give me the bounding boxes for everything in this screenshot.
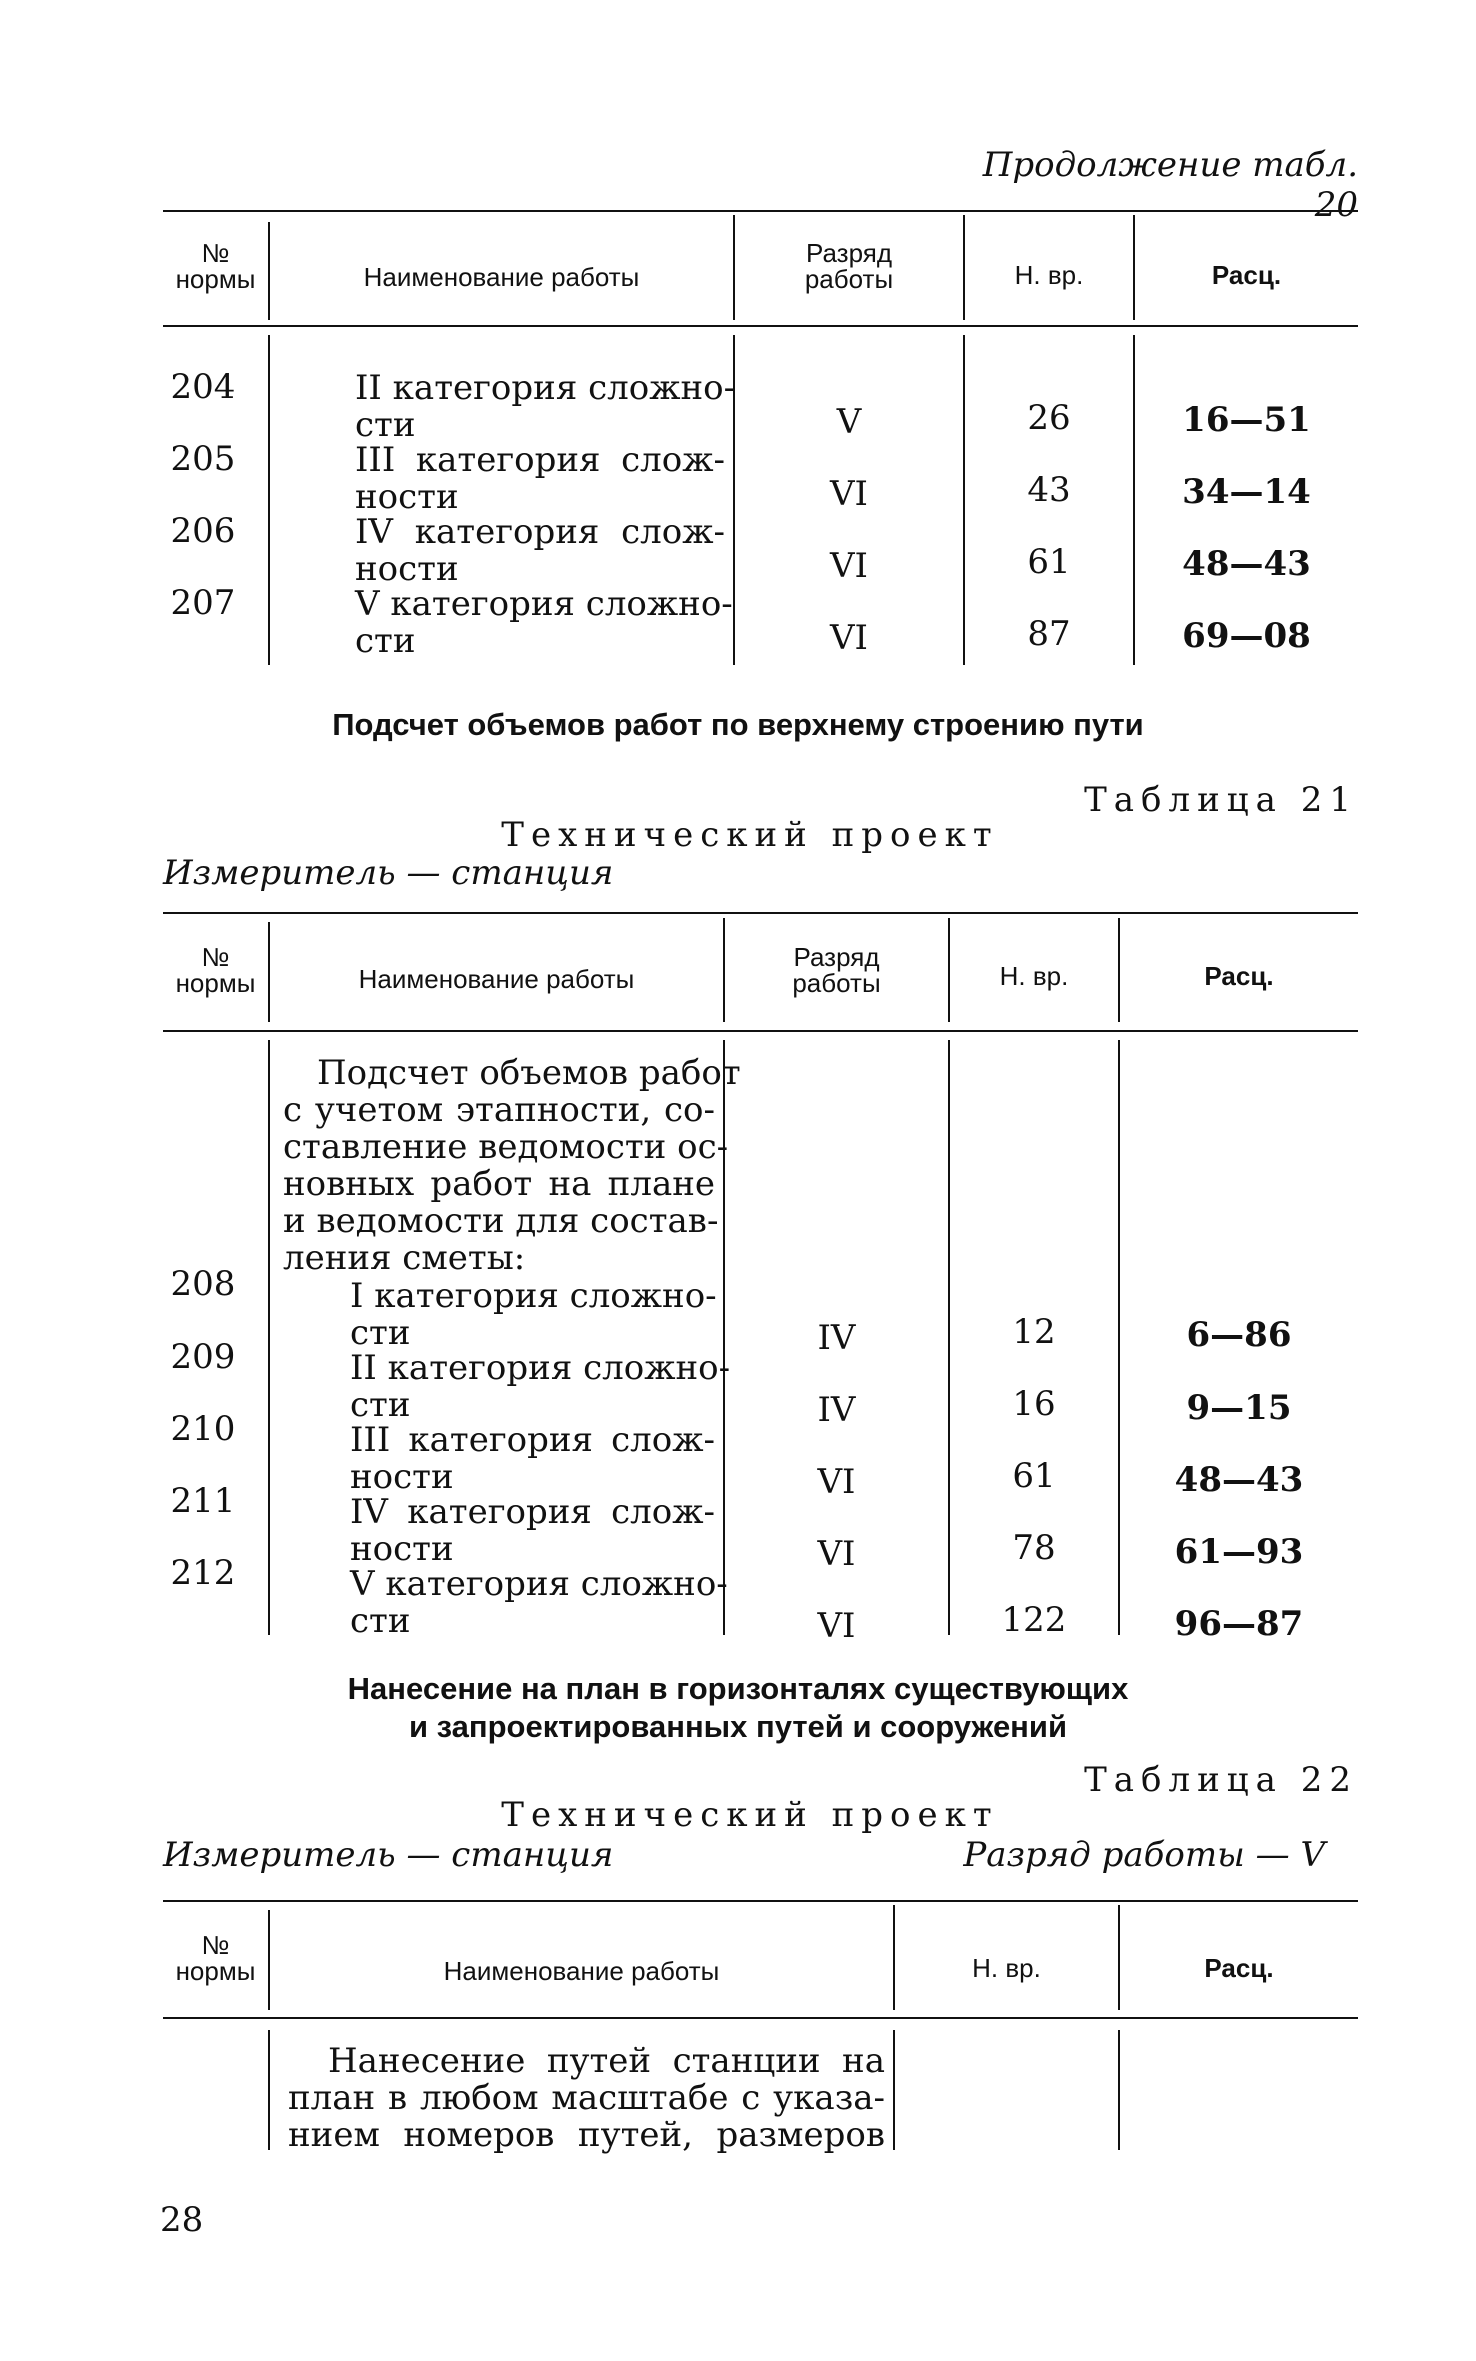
table20-top-rule: [163, 210, 1358, 212]
header-name: Наименование работы: [443, 1956, 720, 1986]
table20-row-grade: V: [836, 402, 862, 442]
table21-row-rate: 6—86: [1186, 1315, 1292, 1355]
header-nvr: Н. вр.: [972, 1953, 1041, 1983]
table21-row-grade: VI: [817, 1462, 856, 1502]
table20-row-rate: 69—08: [1182, 616, 1311, 656]
header-nvr: Н. вр.: [1014, 260, 1084, 290]
table20-row-grade: VI: [830, 546, 868, 586]
table22-body-divider: [268, 2030, 270, 2150]
table20-row-num: 207: [170, 583, 236, 623]
table22-project: Технический проект: [501, 1795, 999, 1835]
table21-row-grade: IV: [817, 1390, 856, 1430]
table21-row-name: III категория слож- ности: [350, 1420, 715, 1497]
table20-row-num: 204: [170, 367, 236, 407]
section22-heading: Нанесение на план в горизонталях существующих и запроектированных путей и сооружений: [347, 1671, 1129, 1744]
table22-grade-note: Разряд работы — V: [963, 1835, 1325, 1875]
table21-row-rate: 9—15: [1186, 1388, 1292, 1428]
table20-row-nvr: 87: [1027, 614, 1071, 654]
table21-row-name: II категория сложно- сти: [350, 1348, 731, 1425]
table21-row-grade: VI: [817, 1606, 856, 1646]
table20-header-rule: [163, 325, 1358, 327]
table22-label: Таблица 22: [1084, 1760, 1358, 1800]
continuation-label: Продолжение табл. 20: [982, 145, 1358, 225]
table22-measure: Измеритель — станция: [163, 1835, 614, 1875]
table20-row-num: 205: [170, 439, 236, 479]
table21-row-rate: 96—87: [1174, 1604, 1304, 1644]
table21-row-rate: 61—93: [1174, 1532, 1304, 1572]
table21-row-nvr: 122: [1001, 1600, 1067, 1640]
header-rate: Расц.: [1204, 961, 1274, 991]
header-nvr: Н. вр.: [999, 961, 1069, 991]
header-name: Наименование работы: [363, 262, 640, 292]
table20-row-rate: 48—43: [1182, 544, 1311, 584]
table21-row-num: 209: [170, 1337, 236, 1377]
table20-row-nvr: 43: [1027, 470, 1071, 510]
table20-row-name: V категория сложно- сти: [355, 584, 733, 661]
table20-row-grade: VI: [830, 474, 868, 514]
table20-row-rate: 34—14: [1182, 472, 1311, 512]
header-rate: Расц.: [1211, 260, 1282, 290]
table21-body-divider: [268, 1040, 270, 1635]
table20-row-nvr: 61: [1027, 542, 1071, 582]
table21-row-rate: 48—43: [1174, 1460, 1304, 1500]
table21-row-num: 212: [170, 1553, 236, 1593]
table22-header-rule: [163, 2017, 1358, 2019]
table21-measure: Измеритель — станция: [163, 853, 614, 893]
table21-row-nvr: 16: [1012, 1384, 1056, 1424]
section21-heading: Подсчет объемов работ по верхнему строению пути: [332, 707, 1144, 742]
table20-row-grade: VI: [830, 618, 868, 658]
table21-row-name: I категория сложно- сти: [350, 1276, 717, 1353]
table20-row-name: II категория сложно- сти: [355, 368, 736, 445]
table21-row-num: 210: [170, 1409, 236, 1449]
table21-top-rule: [163, 912, 1358, 914]
table20-row-rate: 16—51: [1182, 400, 1311, 440]
header-num: № нормы: [175, 942, 256, 998]
table20-row-nvr: 26: [1027, 398, 1071, 438]
table21-row-grade: IV: [817, 1318, 856, 1358]
table22-top-rule: [163, 1900, 1358, 1902]
header-rate: Расц.: [1204, 1953, 1274, 1983]
table20-body-divider: [268, 335, 270, 665]
table21-intro: Подсчет объемов работ с учетом этапности, со- ставление ведомости ос- новных работ на плане и ведомости для состав- ления сметы:: [283, 1053, 741, 1278]
table21-row-num: 211: [170, 1481, 236, 1521]
table21-project: Технический проект: [501, 815, 999, 855]
header-grade: Разряд работы: [804, 238, 894, 294]
table21-row-grade: VI: [817, 1534, 856, 1574]
table21-row-nvr: 61: [1012, 1456, 1056, 1496]
table21-row-name: IV категория слож- ности: [350, 1492, 715, 1569]
page-number: 28: [160, 2200, 204, 2240]
table20-row-name: III категория слож- ности: [355, 440, 725, 517]
table21-row-nvr: 12: [1012, 1312, 1056, 1352]
table21-header-rule: [163, 1030, 1358, 1032]
header-grade: Разряд работы: [792, 942, 881, 998]
header-num: № нормы: [175, 238, 256, 294]
table21-row-name: V категория сложно- сти: [350, 1564, 728, 1641]
header-num: № нормы: [175, 1930, 256, 1986]
table22-description: Нанесение путей станции на план в любом масштабе с указа- нием номеров путей, размеров: [288, 2041, 885, 2155]
table21-row-nvr: 78: [1012, 1528, 1056, 1568]
table22-body-divider: [1118, 2030, 1120, 2150]
table20-row-num: 206: [170, 511, 236, 551]
table22-body-divider: [893, 2030, 895, 2150]
table20-row-name: IV категория слож- ности: [355, 512, 725, 589]
table21-row-num: 208: [170, 1264, 236, 1304]
table21-label: Таблица 21: [1084, 780, 1358, 820]
header-name: Наименование работы: [358, 964, 635, 994]
